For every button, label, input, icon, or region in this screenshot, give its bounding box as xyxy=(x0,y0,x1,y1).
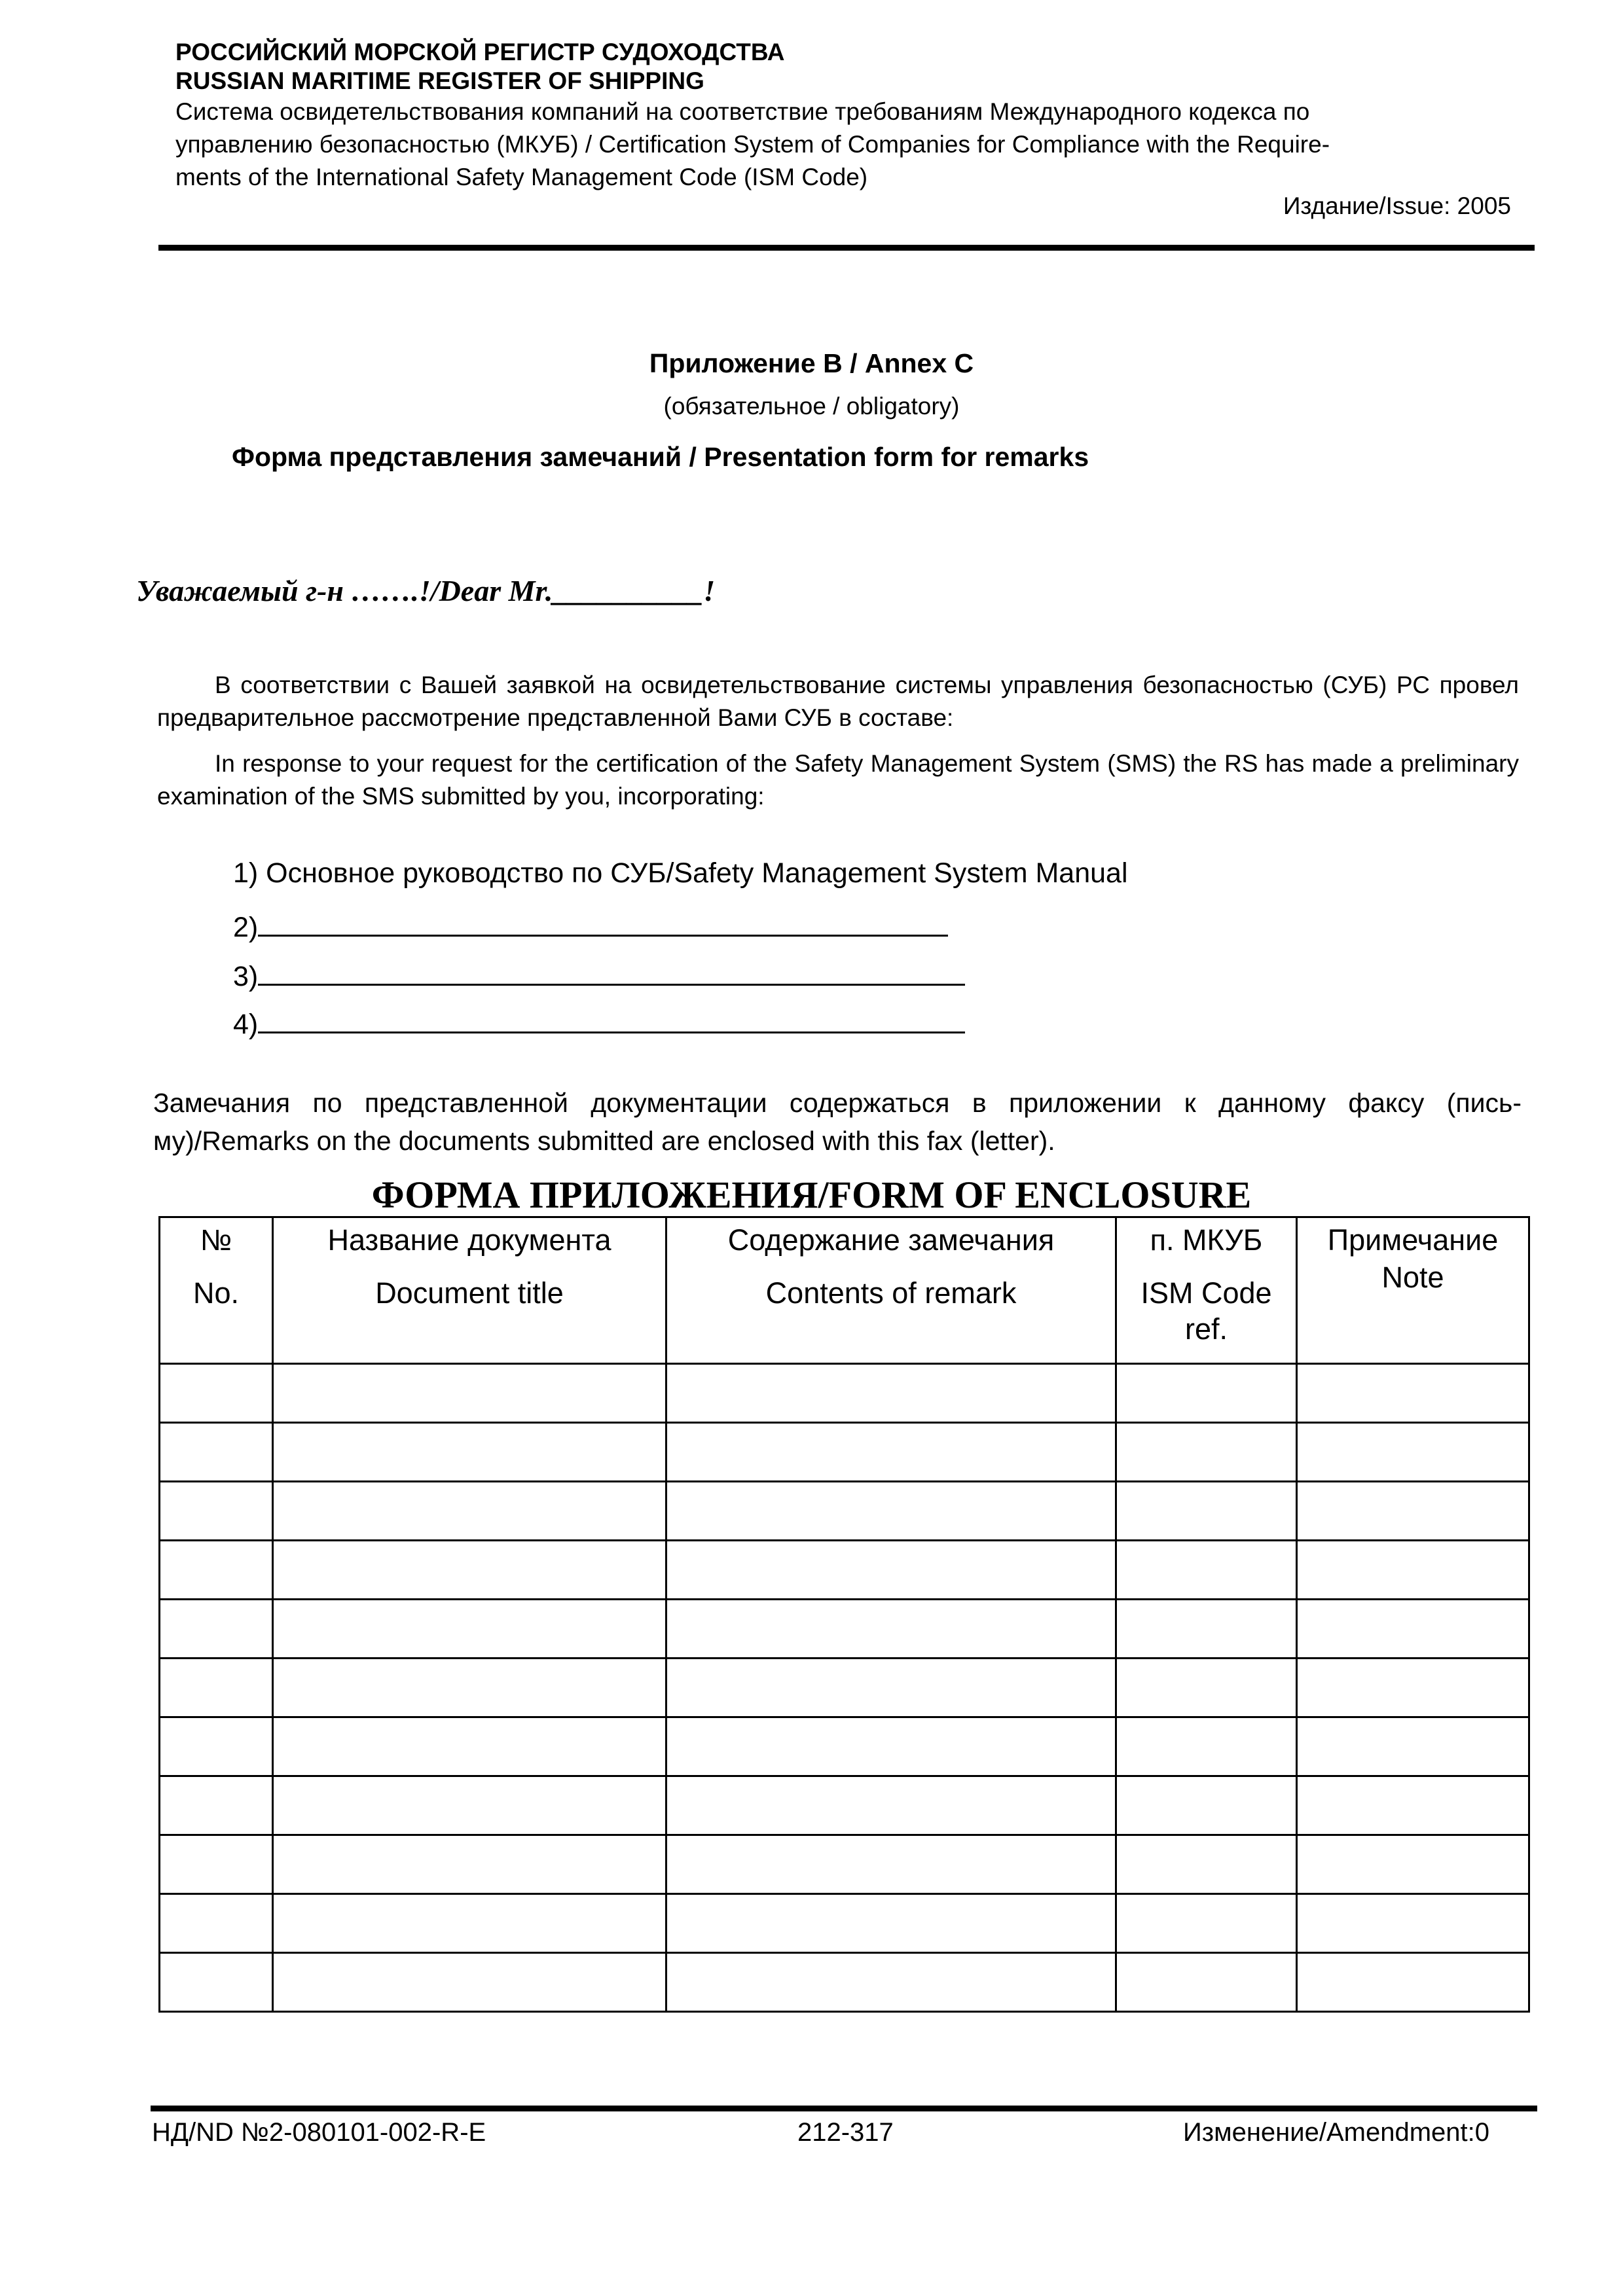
footer-divider xyxy=(151,2106,1537,2111)
footer-page-number: 212-317 xyxy=(797,2118,894,2147)
paragraph-ru: В соответствии с Вашей заявкой на освидетельствование системы управления безопасностью (СУБ) РС провел предварительное рассмотрение представленной Вами СУБ в составе: xyxy=(157,672,1519,731)
enclosure-table xyxy=(158,1216,1530,2013)
col-ism-ref-ru: п. МКУБ xyxy=(1150,1223,1263,1257)
table-cell xyxy=(1297,1364,1529,1423)
table-cell xyxy=(160,1776,273,1835)
org-name-en: RUSSIAN MARITIME REGISTER OF SHIPPING xyxy=(175,67,704,94)
table-cell xyxy=(666,1894,1116,1953)
system-title-line-3: ments of the International Safety Management Code (ISM Code) xyxy=(175,164,868,190)
table-cell xyxy=(666,1600,1116,1659)
table-row xyxy=(160,1659,1529,1717)
table-cell xyxy=(273,1953,666,2012)
col-number-en: No. xyxy=(192,1276,240,1310)
table-row xyxy=(160,1600,1529,1659)
table-cell xyxy=(1116,1600,1297,1659)
table-cell xyxy=(160,1423,273,1482)
table-cell xyxy=(1297,1659,1529,1717)
table-cell xyxy=(160,1894,273,1953)
table-body xyxy=(160,1364,1529,2012)
col-header-note xyxy=(1297,1217,1529,1364)
table-cell xyxy=(1116,1541,1297,1600)
table-row xyxy=(160,1423,1529,1482)
table-cell xyxy=(1297,1717,1529,1776)
system-title-line-1: Система освидетельствования компаний на соответствие требованиям Международного кодекса по xyxy=(175,98,1310,125)
col-header-number xyxy=(160,1217,273,1364)
table-cell xyxy=(1116,1482,1297,1541)
table-cell xyxy=(273,1894,666,1953)
col-doc-title-en: Document title xyxy=(375,1276,564,1310)
list-item-3-number: 3) xyxy=(233,961,259,992)
col-header-remark-contents xyxy=(666,1217,1116,1364)
table-cell xyxy=(160,1364,273,1423)
table-cell xyxy=(273,1364,666,1423)
list-item-4-blank xyxy=(258,1007,965,1033)
table-cell xyxy=(273,1776,666,1835)
document-header xyxy=(175,38,1524,219)
salutation: Уважаемый г-н …….!/Dear Mr.__________! xyxy=(136,574,716,607)
table-cell xyxy=(666,1776,1116,1835)
table-cell xyxy=(160,1835,273,1894)
table-cell xyxy=(666,1835,1116,1894)
list-item-2-blank xyxy=(258,910,948,937)
table-row xyxy=(160,1364,1529,1423)
table-cell xyxy=(160,1600,273,1659)
table-cell xyxy=(160,1717,273,1776)
header-divider xyxy=(158,245,1535,251)
table-cell xyxy=(273,1482,666,1541)
table-row xyxy=(160,1894,1529,1953)
table-cell xyxy=(273,1541,666,1600)
col-note-en: Note xyxy=(1381,1261,1444,1294)
table-cell xyxy=(273,1659,666,1717)
list-item-3-blank xyxy=(258,959,965,986)
list-item-2-number: 2) xyxy=(233,912,259,943)
table-cell xyxy=(1116,1717,1297,1776)
table-cell xyxy=(666,1717,1116,1776)
issue-label: Издание/Issue: 2005 xyxy=(1283,192,1511,219)
table-row xyxy=(160,1835,1529,1894)
annex-title: Приложение В / Annex C xyxy=(649,348,974,378)
table-cell xyxy=(666,1659,1116,1717)
table-cell xyxy=(666,1364,1116,1423)
table-cell xyxy=(273,1600,666,1659)
table-cell xyxy=(1297,1953,1529,2012)
table-cell xyxy=(1116,1364,1297,1423)
table-row xyxy=(160,1717,1529,1776)
table-cell xyxy=(1297,1835,1529,1894)
footer-amendment: Изменение/Amendment:0 xyxy=(1183,2118,1489,2147)
col-number-ru: № xyxy=(200,1223,232,1257)
table-cell xyxy=(666,1541,1116,1600)
form-title: Форма представления замечаний / Presentation form for remarks xyxy=(232,442,1089,472)
table-cell xyxy=(1297,1894,1529,1953)
table-cell xyxy=(273,1835,666,1894)
list-item-4-number: 4) xyxy=(233,1009,259,1040)
list-item-1: 1) Основное руководство по СУБ/Safety Management System Manual xyxy=(233,857,1128,889)
table-cell xyxy=(160,1541,273,1600)
table-header-row xyxy=(160,1217,1529,1364)
table-cell xyxy=(160,1659,273,1717)
table-cell xyxy=(1116,1659,1297,1717)
remarks-statement: Замечания по представленной документации содержаться в приложении к данному факсу (пись-му)/Remarks on the documents submitted are enclosed with this fax (letter). xyxy=(153,1088,1522,1156)
table-cell xyxy=(1297,1600,1529,1659)
col-remark-en: Contents of remark xyxy=(765,1276,1017,1310)
table-row xyxy=(160,1541,1529,1600)
table-cell xyxy=(160,1953,273,2012)
table-row xyxy=(160,1776,1529,1835)
table-cell xyxy=(666,1423,1116,1482)
table-cell xyxy=(1116,1423,1297,1482)
table-cell xyxy=(1116,1894,1297,1953)
list-item-2 xyxy=(233,910,948,944)
table-cell xyxy=(1297,1541,1529,1600)
table-cell xyxy=(666,1482,1116,1541)
col-remark-ru: Содержание замечания xyxy=(727,1223,1055,1257)
paragraph-en: In response to your request for the certification of the Safety Management System (SMS) the RS has made a preliminary examination of the SMS submitted by you, incorporating: xyxy=(157,750,1519,810)
table-cell xyxy=(1116,1776,1297,1835)
table-cell xyxy=(160,1482,273,1541)
list-item-4 xyxy=(233,1007,965,1041)
col-note-ru: Примечание xyxy=(1327,1223,1499,1257)
col-header-ism-ref xyxy=(1116,1217,1297,1364)
annex-subtitle: (обязательное / obligatory) xyxy=(663,393,960,420)
table-cell xyxy=(273,1423,666,1482)
col-header-document-title xyxy=(273,1217,666,1364)
table-cell xyxy=(1116,1835,1297,1894)
col-ism-ref-en: ISM Code ref. xyxy=(1140,1276,1272,1346)
table-cell xyxy=(1116,1953,1297,2012)
table-cell xyxy=(1297,1482,1529,1541)
org-name-ru: РОССИЙСКИЙ МОРСКОЙ РЕГИСТР СУДОХОДСТВА xyxy=(175,39,785,65)
table-cell xyxy=(273,1717,666,1776)
col-doc-title-ru: Название документа xyxy=(327,1223,611,1257)
table-row xyxy=(160,1953,1529,2012)
table-cell xyxy=(1297,1776,1529,1835)
table-row xyxy=(160,1482,1529,1541)
footer-doc-number: НД/ND №2-080101-002-R-E xyxy=(152,2118,486,2147)
enclosure-title: ФОРМА ПРИЛОЖЕНИЯ/FORM OF ENCLOSURE xyxy=(371,1174,1252,1216)
system-title-line-2: управлению безопасностью (МКУБ) / Certification System of Companies for Compliance with the Require- xyxy=(175,131,1330,158)
table-cell xyxy=(666,1953,1116,2012)
list-item-3 xyxy=(233,959,965,993)
table-cell xyxy=(1297,1423,1529,1482)
